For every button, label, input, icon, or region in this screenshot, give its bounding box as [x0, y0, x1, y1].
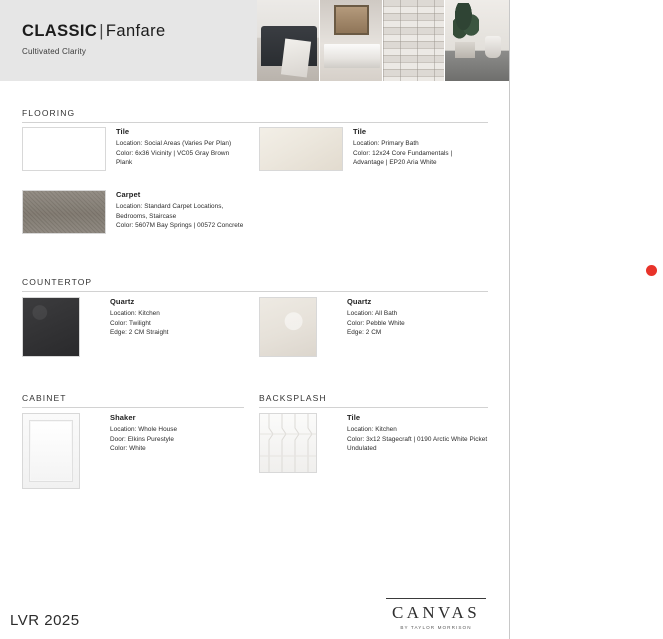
entry-flooring-carpet	[22, 190, 262, 242]
entry-line: Color: White	[110, 445, 146, 452]
page-title	[22, 22, 166, 41]
entry-line: Location: All Bath	[347, 310, 398, 317]
swatch-cabinet-shaker	[22, 413, 80, 489]
swatch-flooring-tile-social	[22, 127, 106, 171]
entry-title: Tile	[347, 413, 361, 422]
entry-line: Color: 12x24 Core Fundamentals |	[353, 149, 453, 157]
entry-text-flooring-tile-social	[116, 127, 261, 168]
entry-line: Plank	[116, 159, 133, 166]
section-rule-cabinet	[22, 407, 244, 408]
bathroom-vanity-photo	[320, 0, 383, 81]
entry-text-flooring-tile-primary-bath	[353, 127, 503, 168]
page-subtitle: Cultivated Clarity	[22, 47, 87, 56]
entry-line: Color: Pebble White	[347, 319, 405, 327]
entry-line: Advantage | EP20 Aria White	[353, 159, 437, 166]
entry-text-flooring-carpet	[116, 190, 276, 231]
plant-cabinet-photo	[445, 0, 509, 81]
entry-text-countertop-quartz-bath	[347, 297, 497, 338]
entry-line: Color: 5607M Bay Springs | 00572 Concrete	[116, 222, 244, 229]
entry-line: Location: Whole House	[110, 426, 178, 433]
entry-text-backsplash-tile	[347, 413, 510, 454]
entry-line: Location: Standard Carpet Locations,	[116, 203, 224, 210]
entry-cabinet-shaker	[22, 413, 252, 491]
swatch-countertop-quartz-bath	[259, 297, 317, 357]
entry-backsplash-tile	[259, 413, 489, 475]
logo-rule	[386, 598, 486, 599]
entry-text-countertop-quartz-kitchen	[110, 297, 260, 338]
logo-wordmark: CANVAS	[391, 603, 481, 622]
entry-line: Location: Primary Bath	[353, 140, 419, 147]
entry-line: Location: Social Areas (Varies Per Plan)	[116, 140, 232, 147]
section-heading-backsplash: BACKSPLASH	[259, 393, 327, 403]
entry-line: Undulated	[347, 445, 377, 452]
entry-title: Quartz	[110, 297, 135, 306]
entry-line: Edge: 2 CM	[347, 329, 382, 336]
shaker-door-panel	[29, 420, 73, 482]
stone-wall-photo	[383, 0, 445, 81]
entry-title: Quartz	[347, 297, 372, 306]
header-photo-strip	[257, 0, 510, 81]
entry-flooring-tile-social	[22, 127, 252, 179]
entry-title: Tile	[353, 127, 367, 136]
entry-title: Shaker	[110, 413, 136, 422]
wood-grain-texture	[23, 128, 105, 170]
entry-line: Color: 6x36 Vicinity | VC05 Gray Brown	[116, 149, 230, 157]
entry-flooring-tile-primary-bath	[259, 127, 489, 179]
entry-line: Color: 3x12 Stagecraft | 0190 Arctic White Picket	[347, 435, 488, 443]
logo-tagline: BY TAYLOR MORRISON	[400, 625, 472, 630]
vase-shape	[485, 36, 501, 58]
section-rule-backsplash	[259, 407, 488, 408]
lvr-label: LVR 2025	[10, 612, 80, 629]
entry-line: Color: Twilight	[110, 319, 151, 327]
swatch-flooring-tile-primary-bath	[259, 127, 343, 171]
entry-line: Location: Kitchen	[347, 426, 397, 433]
entry-line: Edge: 2 CM Straight	[110, 329, 169, 336]
canvas-logo	[386, 598, 486, 630]
entry-countertop-quartz-bath	[259, 297, 489, 359]
entry-line: Location: Kitchen	[110, 310, 160, 317]
entry-countertop-quartz-kitchen	[22, 297, 252, 359]
entry-text-cabinet-shaker	[110, 413, 260, 454]
living-room-photo	[257, 0, 320, 81]
swatch-flooring-carpet	[22, 190, 106, 234]
outer-right-area	[510, 0, 663, 639]
page-title-separator: |	[99, 22, 104, 40]
entry-title: Tile	[116, 127, 130, 136]
section-heading-cabinet: CABINET	[22, 393, 67, 403]
entry-title: Carpet	[116, 190, 141, 199]
section-rule-flooring	[22, 122, 488, 123]
entry-line: Door: Elkins Purestyle	[110, 435, 174, 443]
red-dot-marker[interactable]	[646, 265, 657, 276]
picket-tile-pattern	[260, 414, 317, 473]
page-title-collection: CLASSIC	[22, 22, 98, 40]
entry-line: Bedrooms, Staircase	[116, 212, 177, 220]
section-rule-countertop	[22, 291, 488, 292]
swatch-backsplash-tile	[259, 413, 317, 473]
swatch-countertop-quartz-kitchen	[22, 297, 80, 357]
page-title-scheme: Fanfare	[105, 22, 166, 40]
section-heading-flooring: FLOORING	[22, 108, 76, 118]
page-header	[0, 0, 510, 81]
section-heading-countertop: COUNTERTOP	[22, 277, 93, 287]
